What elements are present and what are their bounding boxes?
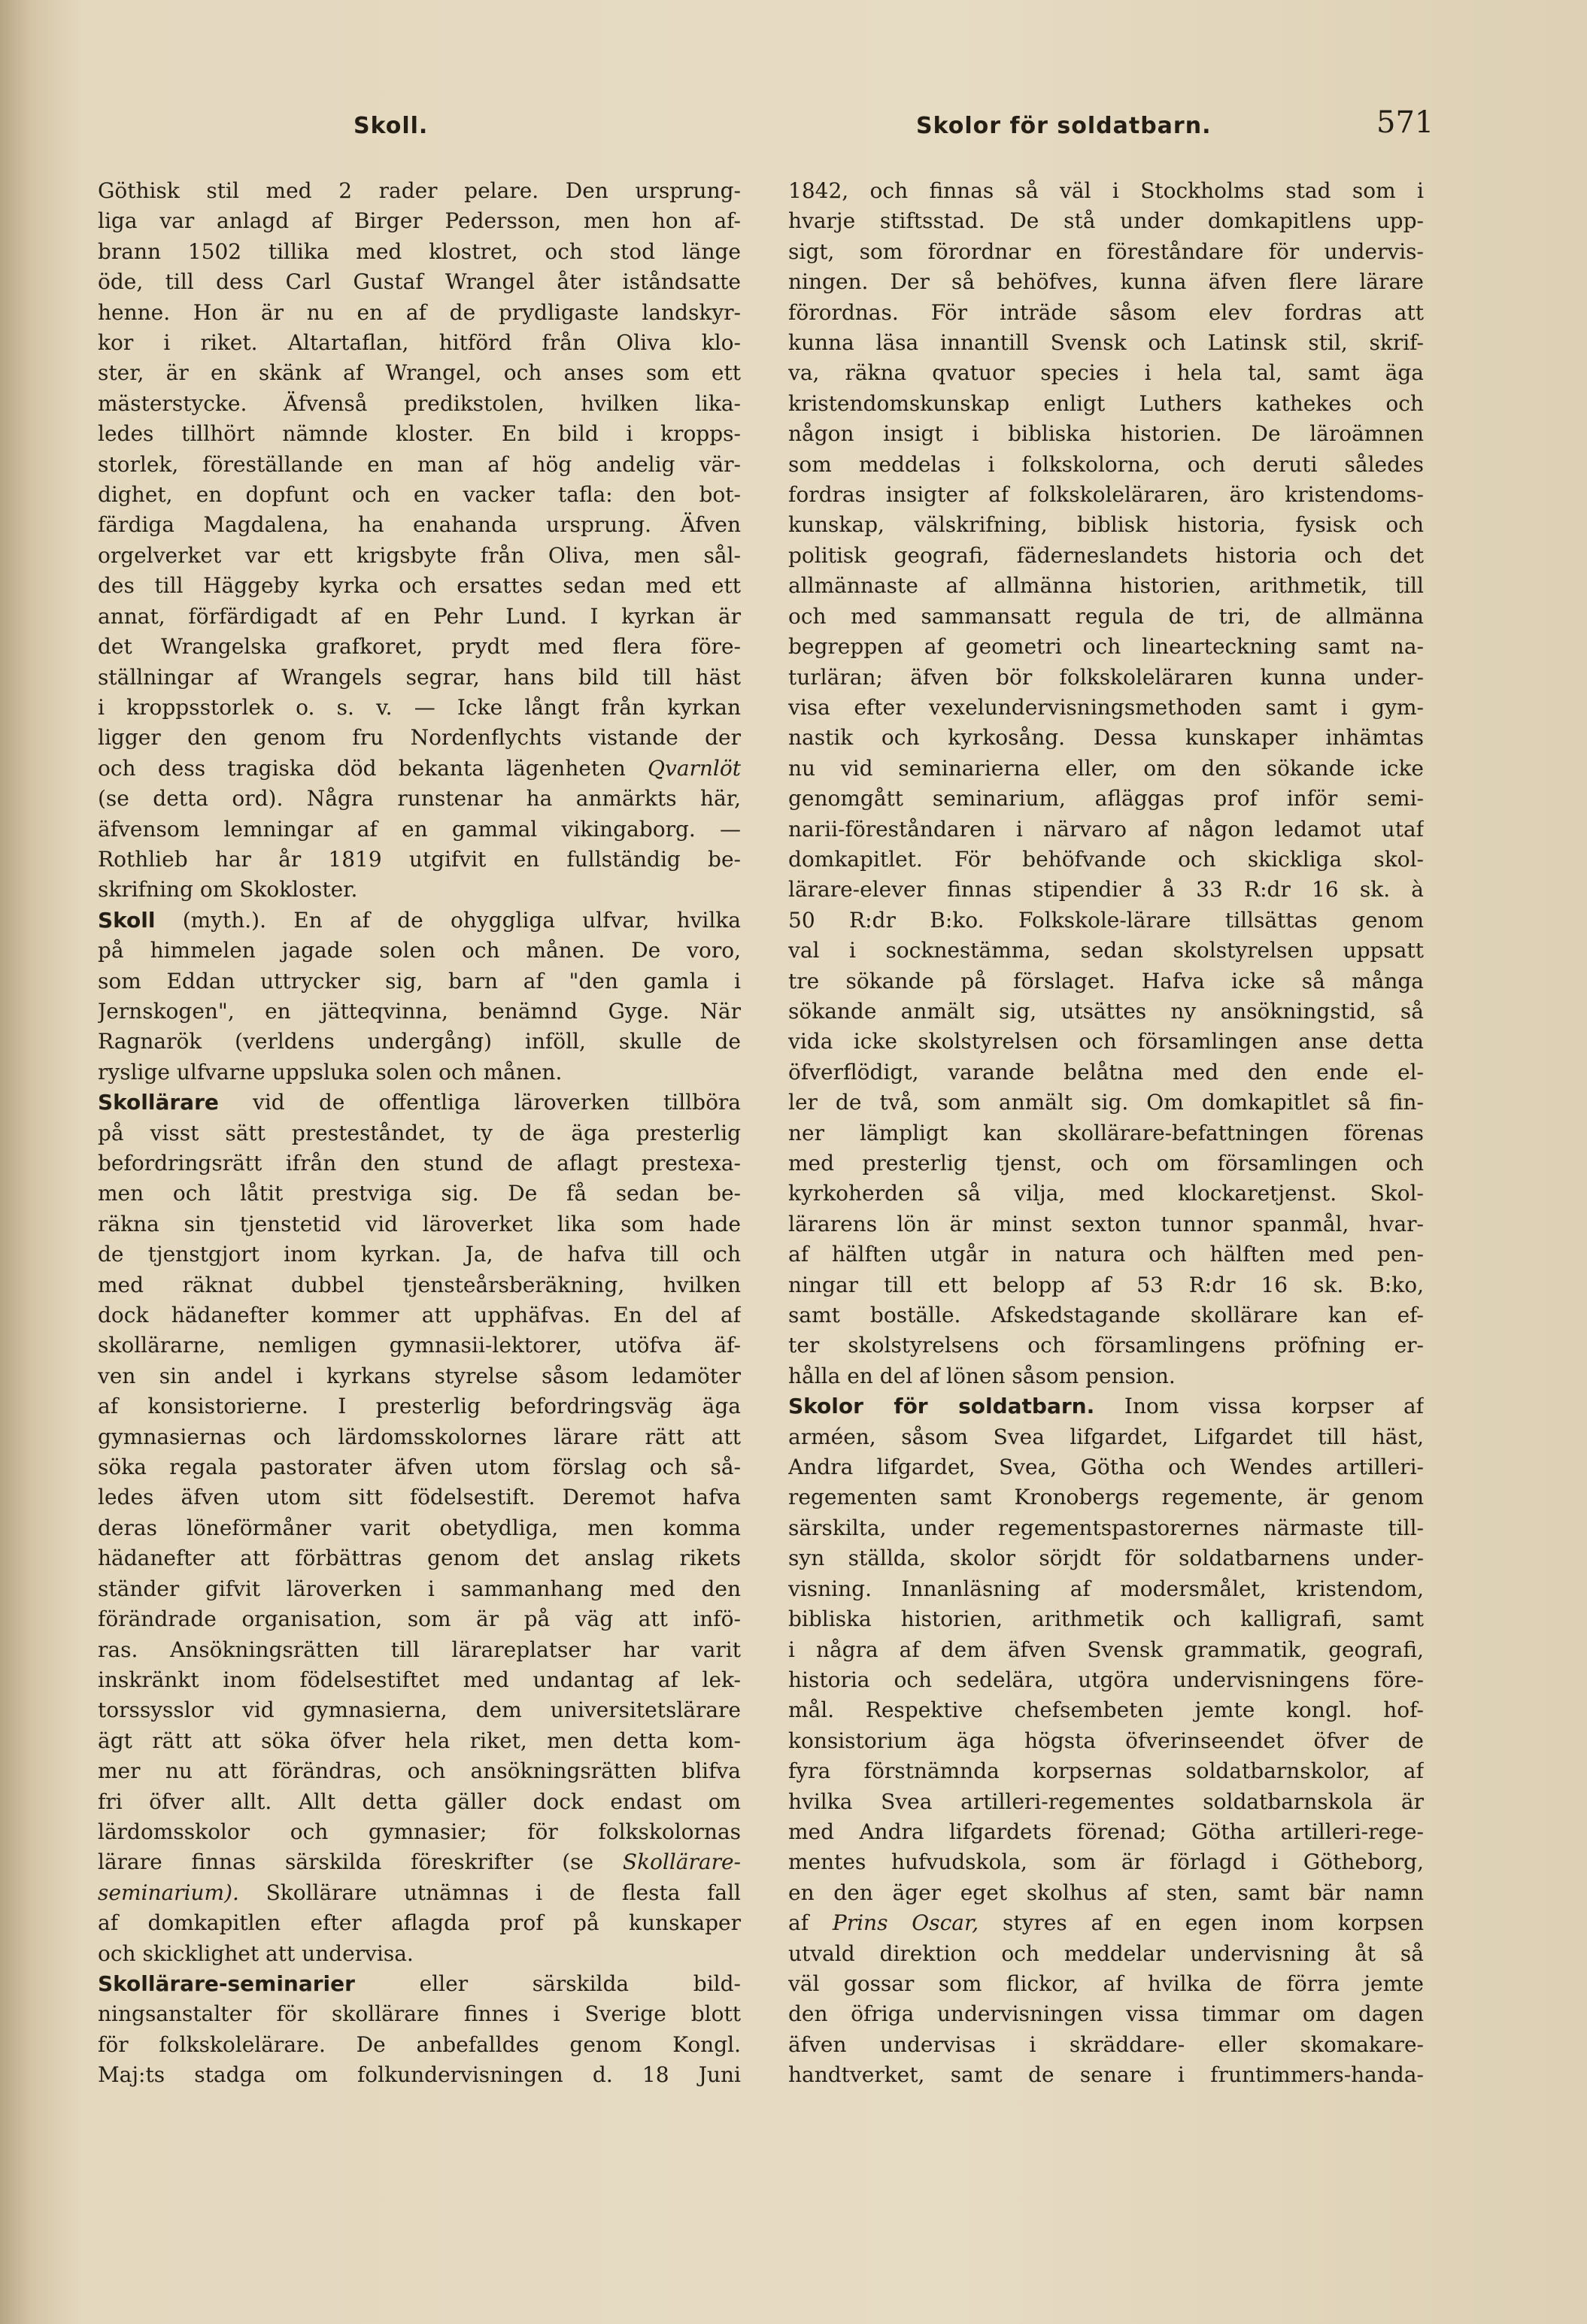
text-line xyxy=(98,1756,741,1786)
text-line xyxy=(98,358,741,388)
line-text: i några af dem äfven Svensk grammatik, geografi, xyxy=(788,1637,1424,1662)
italic-text: Qvarnlöt xyxy=(648,755,741,781)
text-line xyxy=(788,1908,1424,1938)
line-text: dock hädanefter kommer att upphäfvas. En del af xyxy=(98,1303,741,1328)
line-text: eller särskilda bild- xyxy=(419,1971,741,1996)
line-text: lärarens lön är minst sexton tunnor spanmål, hvar- xyxy=(788,1211,1424,1236)
line-text: 1842, och finnas så väl i Stockholms stad som i xyxy=(788,178,1424,203)
line-text: med räknat dubbel tjensteårsberäkning, hvilken xyxy=(98,1272,741,1297)
line-text: henne. Hon är nu en af de prydligaste landskyr- xyxy=(98,299,741,325)
line-text: (myth.). En af de ohyggliga ulfvar, hvilka xyxy=(182,907,741,933)
text-line xyxy=(98,1726,741,1756)
line-text: den öfriga undervisningen vissa timmar om dagen xyxy=(788,2001,1424,2027)
line-text: af domkapitlen efter aflagda prof på kunskaper xyxy=(98,1910,741,1936)
line-text: brann 1502 tillika med klostret, och stod länge xyxy=(98,238,741,264)
text-line xyxy=(98,723,741,753)
text-line xyxy=(98,1422,741,1452)
text-line xyxy=(788,450,1424,480)
line-text: konsistorium äga högsta öfverinseendet öfver de xyxy=(788,1728,1424,1753)
text-line xyxy=(788,2030,1424,2060)
text-line xyxy=(98,875,741,905)
text-line xyxy=(788,1604,1424,1634)
text-line xyxy=(788,632,1424,662)
text-line xyxy=(788,480,1424,510)
text-line xyxy=(788,997,1424,1027)
text-line xyxy=(788,1574,1424,1604)
line-text: visa efter vexelundervisningsmethoden samt i gym- xyxy=(788,694,1424,720)
running-header xyxy=(0,105,1587,158)
line-text: politisk geografi, fäderneslandets historia och det xyxy=(788,542,1424,568)
text-line xyxy=(98,1908,741,1938)
text-line xyxy=(98,267,741,297)
line-text: ven sin andel i kyrkans styrelse såsom ledamöter xyxy=(98,1363,741,1388)
line-text: orgelverket var ett krigsbyte från Oliva, men sål- xyxy=(98,542,741,568)
line-text: ningen. Der så behöfves, kunna äfven flere lärare xyxy=(788,269,1424,295)
line-text: kor i riket. Altartaflan, hitförd från Oliva klo- xyxy=(98,330,741,356)
line-text: Andra lifgardet, Svea, Götha och Wendes artilleri- xyxy=(788,1455,1424,1480)
italic-text: Prins Oscar, xyxy=(832,1910,979,1936)
line-text: och dess tragiska död bekanta lägenheten xyxy=(98,755,626,781)
italic-text: Skollärare- xyxy=(622,1849,741,1875)
text-line xyxy=(788,1239,1424,1270)
line-text: samt boställe. Afskedstagande skollärare kan ef- xyxy=(788,1303,1424,1328)
line-text: nastik och kyrkosång. Dessa kunskaper inhämtas xyxy=(788,725,1424,751)
line-text: kristendomskunskap enligt Luthers kathekes och xyxy=(788,390,1424,416)
text-line xyxy=(788,754,1424,784)
line-text: af xyxy=(788,1910,809,1936)
text-line xyxy=(788,2060,1424,2090)
text-line xyxy=(788,784,1424,814)
line-text: begreppen af geometri och linearteckning samt na- xyxy=(788,634,1424,660)
text-line xyxy=(788,845,1424,875)
text-line xyxy=(98,1300,741,1330)
text-line xyxy=(98,2060,741,2090)
text-line xyxy=(788,693,1424,723)
line-text: för folkskolelärare. De anbefalldes genom Kongl. xyxy=(98,2031,741,2057)
text-line xyxy=(98,936,741,966)
line-text: liga var anlagd af Birger Pedersson, men hon af- xyxy=(98,208,741,234)
line-text: storlek, föreställande en man af hög andelig vär- xyxy=(98,451,741,477)
text-line xyxy=(98,845,741,875)
text-line xyxy=(788,358,1424,388)
line-text: väl gossar som flickor, af hvilka de förra jemte xyxy=(788,1971,1424,1996)
header-right-title: Skolor för soldatbarn. xyxy=(916,113,1212,139)
text-line xyxy=(788,571,1424,601)
text-line xyxy=(98,1604,741,1634)
line-text: va, räkna qvatuor species i hela tal, samt äga xyxy=(788,360,1424,386)
line-text: annat, förfärdigadt af en Pehr Lund. I kyrkan är xyxy=(98,603,741,629)
line-text: äfvensom lemningar af en gammal vikingaborg. — xyxy=(98,816,741,842)
text-line xyxy=(788,1057,1424,1088)
headword: Skollärare xyxy=(98,1090,219,1115)
text-line xyxy=(788,966,1424,997)
line-text: mentes hufvudskola, som är förlagd i Götheborg, xyxy=(788,1849,1424,1875)
text-line xyxy=(788,328,1424,358)
text-line xyxy=(788,1695,1424,1725)
text-line xyxy=(98,389,741,419)
text-line xyxy=(788,815,1424,845)
text-line xyxy=(98,206,741,236)
text-line xyxy=(98,450,741,480)
line-text: syn ställda, skolor sörjdt för soldatbarnens under- xyxy=(788,1546,1424,1571)
text-line xyxy=(788,1209,1424,1239)
text-line xyxy=(788,1482,1424,1512)
text-line xyxy=(98,906,741,936)
line-text: skollärarne, nemligen gymnasii-lektorer, utöfva äf- xyxy=(98,1333,741,1358)
text-line xyxy=(788,510,1424,540)
line-text: med presterlig tjenst, och om församlingen och xyxy=(788,1151,1424,1176)
line-text: men och låtit prestviga sig. De få sedan be- xyxy=(98,1181,741,1206)
line-text: hädanefter att förbättras genom det anslag rikets xyxy=(98,1546,741,1571)
text-line xyxy=(98,1574,741,1604)
text-line xyxy=(788,206,1424,236)
line-text: de tjenstgjort inom kyrkan. Ja, de hafva till och xyxy=(98,1242,741,1267)
text-line xyxy=(98,480,741,510)
text-line xyxy=(98,176,741,206)
text-line xyxy=(98,632,741,662)
text-line xyxy=(788,237,1424,267)
text-line xyxy=(98,1817,741,1847)
text-line xyxy=(98,541,741,571)
line-text: styres af en egen inom korpsen xyxy=(1002,1910,1424,1936)
line-text: domkapitlet. För behöfvande och skickliga skol- xyxy=(788,846,1424,872)
text-line xyxy=(98,1361,741,1391)
line-text: af hälften utgår in natura och hälften med pen- xyxy=(788,1242,1424,1267)
text-line xyxy=(98,1635,741,1665)
text-line xyxy=(788,389,1424,419)
line-text: kunna läsa innantill Svensk och Latinsk stil, skrif- xyxy=(788,330,1424,356)
line-text: bibliska historien, arithmetik och kalligrafi, samt xyxy=(788,1606,1424,1632)
line-text: genomgått seminarium, afläggas prof inför semi- xyxy=(788,786,1424,812)
line-text: allmännaste af allmänna historien, arithmetik, till xyxy=(788,573,1424,599)
line-text: des till Häggeby kyrka och ersattes sedan med ett xyxy=(98,573,741,599)
line-text: öde, till dess Carl Gustaf Wrangel åter iståndsatte xyxy=(98,269,741,295)
line-text: som meddelas i folkskolorna, och deruti således xyxy=(788,451,1424,477)
text-line xyxy=(98,419,741,449)
text-line xyxy=(98,815,741,845)
text-line xyxy=(788,1969,1424,1999)
text-line xyxy=(788,541,1424,571)
line-text: och med sammansatt regula de tri, de allmänna xyxy=(788,603,1424,629)
text-line xyxy=(98,1209,741,1239)
header-left-title: Skoll. xyxy=(354,113,429,139)
text-line xyxy=(788,419,1424,449)
text-line xyxy=(98,1665,741,1695)
line-text: Göthisk stil med 2 rader pelare. Den ursprung- xyxy=(98,178,741,203)
text-line xyxy=(98,1391,741,1421)
line-text: befordringsrätt ifrån den stund de aflagt prestexa- xyxy=(98,1151,741,1176)
left-text-column xyxy=(98,176,741,2091)
text-line xyxy=(788,1118,1424,1148)
text-line xyxy=(98,1330,741,1361)
line-text: förordnas. För inträde såsom elev fordras att xyxy=(788,299,1424,325)
text-line xyxy=(98,754,741,784)
headword: Skoll xyxy=(98,907,156,933)
text-line xyxy=(788,1179,1424,1209)
line-text: nu vid seminarierna eller, om den sökande icke xyxy=(788,755,1424,781)
line-text: (se detta ord). Några runstenar ha anmärkts här, xyxy=(98,786,741,812)
page-number: 571 xyxy=(1376,105,1434,140)
line-text: på visst sätt presteståndet, ty de äga presterlig xyxy=(98,1120,741,1145)
text-line xyxy=(788,176,1424,206)
text-line xyxy=(788,1726,1424,1756)
line-text: på himmelen jagade solen och månen. De voro, xyxy=(98,938,741,963)
text-line xyxy=(788,1635,1424,1665)
text-line xyxy=(98,693,741,723)
line-text: särskilta, under regementspastorernes närmaste till- xyxy=(788,1515,1424,1540)
text-line xyxy=(788,723,1424,753)
text-line xyxy=(788,1300,1424,1330)
line-text: ledes äfven utom sitt födelsestift. Deremot hafva xyxy=(98,1485,741,1510)
line-text: någon insigt i bibliska historien. De läroämnen xyxy=(788,421,1424,447)
text-line xyxy=(788,1665,1424,1695)
line-text: färdiga Magdalena, ha enahanda ursprung. Äfven xyxy=(98,512,741,538)
line-text: mer nu att förändras, och ansökningsrätten blifva xyxy=(98,1758,741,1784)
line-text: deras löneförmåner varit obetydliga, men komma xyxy=(98,1515,741,1540)
line-text: hvilka Svea artilleri-regementes soldatbarnskola är xyxy=(788,1789,1424,1814)
line-text: ras. Ansökningsrätten till lärareplatser har varit xyxy=(98,1637,741,1662)
text-line xyxy=(788,1756,1424,1786)
line-text: fordras insigter af folkskoleläraren, äro kristendoms- xyxy=(788,482,1424,508)
line-text: med Andra lifgardets förenad; Götha artilleri-rege- xyxy=(788,1819,1424,1844)
text-line xyxy=(788,1543,1424,1573)
text-line xyxy=(98,602,741,632)
text-line xyxy=(98,1482,741,1512)
line-text: ningsanstalter för skollärare finnes i Sverige blott xyxy=(98,2001,741,2027)
line-text: kunskap, välskrifning, biblisk historia, fysisk och xyxy=(788,512,1424,538)
line-text: hvarje stiftsstad. De stå under domkapitlens upp- xyxy=(788,208,1424,234)
line-text: vida icke skolstyrelsen och församlingen anse detta xyxy=(788,1029,1424,1054)
text-line xyxy=(98,1847,741,1877)
line-text: historia och sedelära, utgöra undervisningens före- xyxy=(788,1667,1424,1692)
line-text: och skicklighet att undervisa. xyxy=(98,1940,414,1966)
text-line xyxy=(98,1118,741,1148)
text-line xyxy=(788,906,1424,936)
line-text: det Wrangelska grafkoret, prydt med flera före- xyxy=(98,634,741,660)
line-text: äfven undervisas i skräddare- eller skomakare- xyxy=(788,2031,1424,2057)
text-line xyxy=(98,1088,741,1118)
line-text: ledes tillhört nämnde kloster. En bild i kropps- xyxy=(98,421,741,447)
text-line xyxy=(788,936,1424,966)
text-line xyxy=(788,1817,1424,1847)
line-text: ner lämpligt kan skollärare-befattningen förenas xyxy=(788,1120,1424,1145)
text-line xyxy=(788,1330,1424,1361)
line-text: Maj:ts stadga om folkundervisningen d. 18 Juni xyxy=(98,2062,741,2088)
line-text: skrifning om Skokloster. xyxy=(98,877,358,903)
text-line xyxy=(98,784,741,814)
text-line xyxy=(98,1878,741,1908)
text-line xyxy=(788,1999,1424,2029)
text-line xyxy=(98,328,741,358)
text-line xyxy=(98,1787,741,1817)
line-text: visning. Innanläsning af modersmålet, kristendom, xyxy=(788,1576,1424,1601)
headword: Skollärare-seminarier xyxy=(98,1971,355,1996)
text-line xyxy=(98,1027,741,1057)
text-line xyxy=(788,1513,1424,1543)
text-line xyxy=(788,1361,1424,1391)
line-text: sigt, som förordnar en föreståndare för undervis- xyxy=(788,238,1424,264)
line-text: sökande anmält sig, utsättes ny ansökningstid, så xyxy=(788,998,1424,1024)
line-text: af konsistorierne. I presterlig befordringsväg äga xyxy=(98,1394,741,1419)
text-line xyxy=(98,997,741,1027)
text-line xyxy=(98,510,741,540)
line-text: inskränkt inom födelsestiftet med undantag af lek- xyxy=(98,1667,741,1692)
line-text: ningar till ett belopp af 53 R:dr 16 sk. B:ko, xyxy=(788,1272,1424,1297)
line-text: val i socknestämma, sedan skolstyrelsen uppsatt xyxy=(788,938,1424,963)
text-line xyxy=(788,1148,1424,1179)
line-text: ler de två, som anmält sig. Om domkapitlet så fin- xyxy=(788,1090,1424,1115)
text-line xyxy=(788,1787,1424,1817)
line-text: vid de offentliga läroverken tillböra xyxy=(253,1090,741,1115)
text-line xyxy=(788,663,1424,693)
line-text: fri öfver allt. Allt detta gäller dock endast om xyxy=(98,1789,741,1814)
text-line xyxy=(98,1543,741,1573)
text-line xyxy=(788,298,1424,328)
text-line xyxy=(98,1999,741,2029)
text-line xyxy=(788,1391,1424,1421)
text-line xyxy=(788,1452,1424,1482)
line-text: mästerstycke. Äfvenså predikstolen, hvilken lika- xyxy=(98,390,741,416)
text-line xyxy=(788,1878,1424,1908)
text-line xyxy=(788,1422,1424,1452)
line-text: lärare-elever finnas stipendier å 33 R:dr 16 sk. à xyxy=(788,877,1424,903)
text-line xyxy=(98,1695,741,1725)
right-text-column xyxy=(788,176,1424,2091)
text-line xyxy=(98,1969,741,1999)
line-text: tre sökande på förslaget. Hafva icke så många xyxy=(788,968,1424,994)
line-text: regementen samt Kronobergs regemente, är genom xyxy=(788,1485,1424,1510)
text-line xyxy=(98,663,741,693)
line-text: gymnasiernas och lärdomsskolornes lärare rätt att xyxy=(98,1424,741,1449)
text-line xyxy=(98,571,741,601)
text-line xyxy=(788,602,1424,632)
italic-text: seminarium). xyxy=(98,1880,239,1905)
line-text: ständer gifvit läroverken i sammanhang med den xyxy=(98,1576,741,1601)
text-line xyxy=(98,1148,741,1179)
line-text: turläran; äfven bör folkskoleläraren kunna under- xyxy=(788,664,1424,690)
line-text: ägt rätt att söka öfver hela riket, men detta kom- xyxy=(98,1728,741,1753)
line-text: ter skolstyrelsens och församlingens pröfning er- xyxy=(788,1333,1424,1358)
line-text: utvald direktion och meddelar undervisning åt så xyxy=(788,1940,1424,1966)
line-text: lärdomsskolor och gymnasier; för folkskolornas xyxy=(98,1819,741,1844)
line-text: en den äger eget skolhus af sten, samt bär namn xyxy=(788,1880,1424,1905)
line-text: ryslige ulfvarne uppsluka solen och månen. xyxy=(98,1059,563,1085)
line-text: ställningar af Wrangels segrar, hans bild till häst xyxy=(98,664,741,690)
line-text: fyra förstnämnda korpsernas soldatbarnskolor, af xyxy=(788,1758,1424,1784)
line-text: Inom vissa korpser af xyxy=(1124,1394,1424,1419)
text-line xyxy=(98,1179,741,1209)
text-line xyxy=(98,2030,741,2060)
line-text: hålla en del af lönen såsom pension. xyxy=(788,1363,1176,1388)
text-line xyxy=(788,1088,1424,1118)
text-line xyxy=(98,298,741,328)
line-text: i kroppsstorlek o. s. v. — Icke långt från kyrkan xyxy=(98,694,741,720)
text-line xyxy=(98,1239,741,1270)
text-line xyxy=(98,1939,741,1969)
text-line xyxy=(98,1057,741,1088)
line-text: förändrade organisation, som är på väg att infö- xyxy=(98,1606,741,1632)
line-text: Skollärare utnämnas i de flesta fall xyxy=(266,1880,741,1905)
line-text: ster, är en skänk af Wrangel, och anses som ett xyxy=(98,360,741,386)
text-line xyxy=(98,1452,741,1482)
line-text: som Eddan uttrycker sig, barn af "den gamla i xyxy=(98,968,741,994)
line-text: narii-föreståndaren i närvaro af någon ledamot utaf xyxy=(788,816,1424,842)
line-text: kyrkoherden så vilja, med klockaretjenst. Skol- xyxy=(788,1181,1424,1206)
text-line xyxy=(98,1270,741,1300)
text-line xyxy=(788,1270,1424,1300)
text-line xyxy=(98,1513,741,1543)
line-text: arméen, såsom Svea lifgardet, Lifgardet till häst, xyxy=(788,1424,1424,1449)
text-line xyxy=(98,966,741,997)
text-line xyxy=(788,1027,1424,1057)
text-line xyxy=(788,875,1424,905)
text-line xyxy=(98,237,741,267)
line-text: mål. Respektive chefsembeten jemte kongl. hof- xyxy=(788,1697,1424,1723)
text-line xyxy=(788,1939,1424,1969)
line-text: torssysslor vid gymnasierna, dem universitetslärare xyxy=(98,1697,741,1723)
line-text: Rothlieb har år 1819 utgifvit en fullständig be- xyxy=(98,846,741,872)
line-text: Jernskogen", en jätteqvinna, benämnd Gyge. När xyxy=(98,998,741,1024)
line-text: dighet, en dopfunt och en vacker tafla: den bot- xyxy=(98,482,741,508)
text-line xyxy=(788,1847,1424,1877)
line-text: lärare finnas särskilda föreskrifter (se xyxy=(98,1849,594,1875)
line-text: öfverflödigt, varande belåtna med den ende el- xyxy=(788,1059,1424,1085)
line-text: handtverket, samt de senare i fruntimmers-handa- xyxy=(788,2062,1424,2088)
line-text: söka regala pastorater äfven utom förslag och så- xyxy=(98,1455,741,1480)
line-text: 50 R:dr B:ko. Folkskole-lärare tillsättas genom xyxy=(788,907,1424,933)
headword: Skolor för soldatbarn. xyxy=(788,1394,1095,1419)
line-text: räkna sin tjenstetid vid läroverket lika som hade xyxy=(98,1211,741,1236)
line-text: Ragnarök (verldens undergång) inföll, skulle de xyxy=(98,1029,741,1054)
text-line xyxy=(788,267,1424,297)
line-text: ligger den genom fru Nordenflychts vistande der xyxy=(98,725,741,751)
